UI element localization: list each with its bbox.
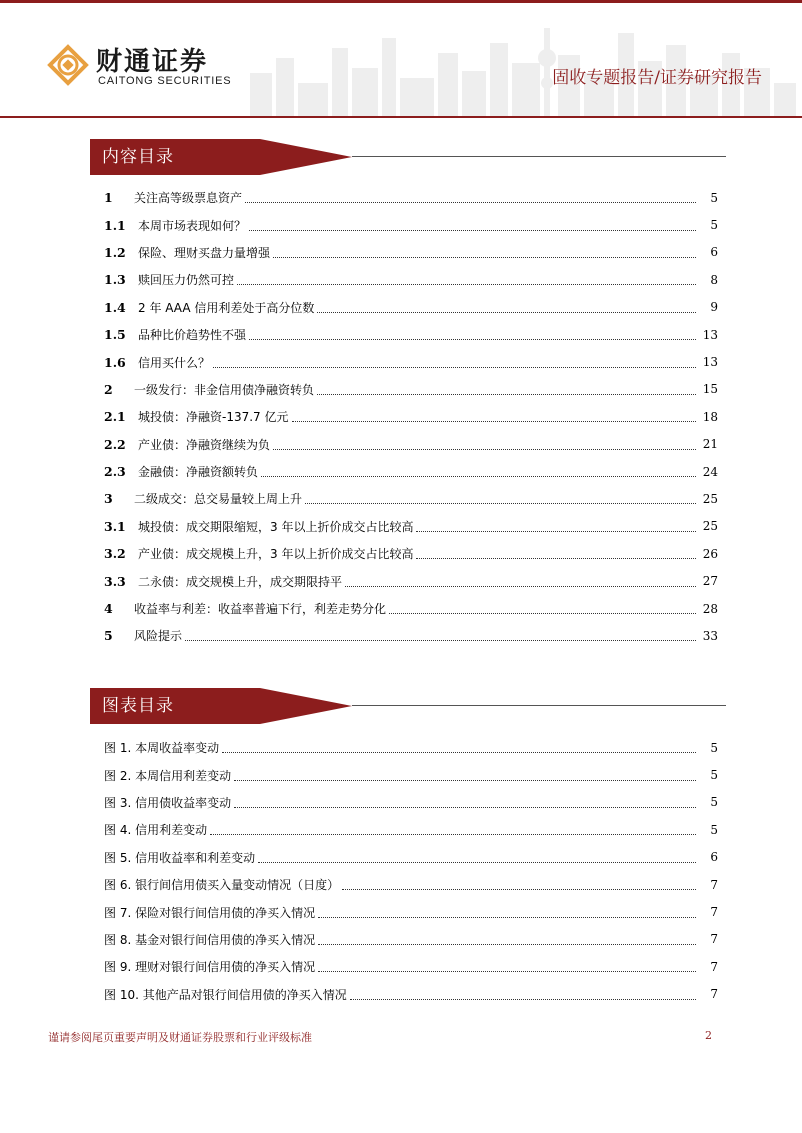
- toc-entry-title[interactable]: 二级成交：总交易量较上周上升: [134, 492, 303, 507]
- toc-entry-title[interactable]: 风险提示: [134, 629, 183, 644]
- toc-leader-dots: [416, 531, 696, 532]
- toc-entry[interactable]: [104, 458, 718, 485]
- figure-index-heading-label: 图表目录: [90, 688, 260, 724]
- figure-index-entry[interactable]: [104, 761, 718, 788]
- brand-name-en: CAITONG SECURITIES: [98, 75, 232, 87]
- toc-entry-number: 1.6: [104, 354, 126, 370]
- toc-entry-page[interactable]: 21: [702, 437, 718, 452]
- toc-entry-page[interactable]: 27: [702, 574, 718, 589]
- toc-entry[interactable]: [104, 595, 718, 622]
- figure-index-heading-rule: [352, 705, 726, 706]
- figure-index-title[interactable]: 图 7. 保险对银行间信用债的净买入情况: [104, 905, 316, 920]
- toc-entry-title[interactable]: 金融债：净融资额转负: [138, 465, 259, 480]
- toc-entry-number: 1.2: [104, 244, 126, 260]
- toc-leader-dots: [273, 257, 696, 258]
- toc-entry[interactable]: [104, 348, 718, 375]
- figure-leader-dots: [318, 944, 696, 945]
- toc-heading-label: 内容目录: [90, 139, 260, 175]
- figure-index-page[interactable]: 7: [710, 905, 718, 920]
- toc-entry[interactable]: [104, 266, 718, 293]
- toc-entry-number: 1.1: [104, 217, 126, 233]
- figure-index-title[interactable]: 图 2. 本周信用利差变动: [104, 768, 232, 783]
- figure-index-page[interactable]: 7: [710, 877, 718, 892]
- toc-leader-dots: [273, 449, 696, 450]
- toc-entry-title[interactable]: 城投债：成交期限缩短，3 年以上折价成交占比较高: [138, 519, 414, 534]
- figure-leader-dots: [234, 807, 696, 808]
- footer-disclaimer: 谨请参阅尾页重要声明及财通证券股票和行业评级标准: [48, 1031, 312, 1044]
- figure-index-entry[interactable]: [104, 898, 718, 925]
- toc-entry-number: 2: [104, 381, 113, 397]
- figure-index-page[interactable]: 5: [710, 768, 718, 783]
- figure-index-page[interactable]: 7: [710, 987, 718, 1002]
- figure-index-entry[interactable]: [104, 926, 718, 953]
- toc-entry[interactable]: [104, 622, 718, 649]
- toc-leader-dots: [261, 476, 696, 477]
- figure-leader-dots: [210, 834, 696, 835]
- toc-entry-page[interactable]: 26: [702, 546, 718, 561]
- toc-entry-page[interactable]: 5: [710, 190, 718, 205]
- toc-leader-dots: [249, 339, 696, 340]
- toc-entry[interactable]: [104, 321, 718, 348]
- toc-entry-page[interactable]: 5: [710, 218, 718, 233]
- toc-entry-page[interactable]: 25: [702, 519, 718, 534]
- toc-entry[interactable]: [104, 431, 718, 458]
- toc-entry[interactable]: [104, 513, 718, 540]
- toc-leader-dots: [245, 202, 696, 203]
- toc-entry-title[interactable]: 收益率与利差：收益率普遍下行，利差走势分化: [134, 602, 387, 617]
- toc-entry[interactable]: [104, 403, 718, 430]
- toc-entry-title[interactable]: 一级发行：非金信用债净融资转负: [134, 382, 315, 397]
- toc-entry-title[interactable]: 产业债：成交规模上升，3 年以上折价成交占比较高: [138, 547, 414, 562]
- toc-entry[interactable]: [104, 184, 718, 211]
- toc-entry-page[interactable]: 15: [702, 382, 718, 397]
- toc-leader-dots: [345, 586, 696, 587]
- toc-entry-number: 1.4: [104, 299, 126, 315]
- figure-index-title[interactable]: 图 8. 基金对银行间信用债的净买入情况: [104, 932, 316, 947]
- toc-entry[interactable]: [104, 294, 718, 321]
- toc-entry-title[interactable]: 信用买什么？: [138, 355, 211, 370]
- toc-entry[interactable]: [104, 211, 718, 238]
- figure-index-title[interactable]: 图 9. 理财对银行间信用债的净买入情况: [104, 960, 316, 975]
- toc-entry-number: 1: [104, 190, 113, 206]
- figure-index-heading: [90, 688, 726, 724]
- figure-leader-dots: [258, 862, 696, 863]
- toc-entry-title[interactable]: 关注高等级票息资产: [134, 191, 243, 206]
- toc-leader-dots: [305, 503, 696, 504]
- toc-entry-page[interactable]: 25: [702, 491, 718, 506]
- toc-entry-page[interactable]: 13: [702, 327, 718, 342]
- figure-index-entry[interactable]: [104, 953, 718, 980]
- toc-entry-number: 2.3: [104, 464, 126, 480]
- toc-entry-page[interactable]: 13: [702, 355, 718, 370]
- toc-entry-title[interactable]: 品种比价趋势性不强: [138, 328, 247, 343]
- toc-entry-title[interactable]: 保险、理财买盘力量增强: [138, 245, 271, 260]
- figure-index-entry[interactable]: [104, 816, 718, 843]
- toc-leader-dots: [416, 558, 696, 559]
- toc-entry-title[interactable]: 城投债：净融资-137.7 亿元: [138, 410, 289, 425]
- figure-index-list: [104, 734, 718, 1008]
- toc-entry-number: 1.3: [104, 272, 126, 288]
- toc-entry[interactable]: [104, 239, 718, 266]
- toc-leader-dots: [185, 640, 696, 641]
- toc-entry-page[interactable]: 18: [702, 409, 718, 424]
- toc-entry-number: 3.2: [104, 546, 126, 562]
- toc-entry-title[interactable]: 产业债：净融资继续为负: [138, 437, 271, 452]
- figure-index-entry[interactable]: [104, 871, 718, 898]
- toc-entry-page[interactable]: 8: [710, 272, 718, 287]
- figure-leader-dots: [222, 752, 696, 753]
- figure-index-page[interactable]: 7: [710, 959, 718, 974]
- toc-entry-number: 4: [104, 601, 113, 617]
- toc-list: [104, 184, 718, 650]
- figure-index-title[interactable]: 图 3. 信用债收益率变动: [104, 795, 232, 810]
- toc-leader-dots: [213, 367, 696, 368]
- figure-leader-dots: [350, 999, 696, 1000]
- toc-entry[interactable]: [104, 485, 718, 512]
- toc-entry-number: 3.3: [104, 573, 126, 589]
- figure-index-page[interactable]: 6: [710, 850, 718, 865]
- toc-entry-title[interactable]: 赎回压力仍然可控: [138, 273, 235, 288]
- figure-index-page[interactable]: 7: [710, 932, 718, 947]
- figure-index-title[interactable]: 图 1. 本周收益率变动: [104, 741, 220, 756]
- figure-index-entry[interactable]: [104, 981, 718, 1008]
- figure-leader-dots: [318, 971, 696, 972]
- toc-entry-page[interactable]: 33: [702, 628, 718, 643]
- figure-index-title[interactable]: 图 4. 信用利差变动: [104, 823, 208, 838]
- toc-entry-title[interactable]: 2 年 AAA 信用利差处于高分位数: [138, 300, 315, 315]
- toc-entry-number: 3: [104, 491, 113, 507]
- caitong-logo-icon: [46, 43, 90, 87]
- toc-entry-number: 1.5: [104, 327, 126, 343]
- figure-leader-dots: [342, 889, 696, 890]
- toc-leader-dots: [317, 394, 696, 395]
- toc-entry[interactable]: [104, 540, 718, 567]
- toc-entry[interactable]: [104, 567, 718, 594]
- toc-entry-page[interactable]: 9: [710, 300, 718, 315]
- toc-heading-arrow: [260, 139, 352, 175]
- figure-index-entry[interactable]: [104, 789, 718, 816]
- toc-entry-number: 2.2: [104, 436, 126, 452]
- figure-index-page[interactable]: 5: [710, 822, 718, 837]
- toc-entry-page[interactable]: 6: [710, 245, 718, 260]
- brand-name-cn: 财通证券: [96, 47, 209, 77]
- toc-entry-page[interactable]: 28: [702, 601, 718, 616]
- figure-index-entry[interactable]: [104, 844, 718, 871]
- figure-index-title[interactable]: 图 10. 其他产品对银行间信用债的净买入情况: [104, 987, 347, 1002]
- toc-leader-dots: [249, 230, 696, 231]
- toc-entry-title[interactable]: 二永债：成交规模上升，成交期限持平: [138, 574, 343, 589]
- figure-index-title[interactable]: 图 5. 信用收益率和利差变动: [104, 850, 256, 865]
- figure-index-page[interactable]: 5: [710, 740, 718, 755]
- toc-entry-number: 2.1: [104, 409, 126, 425]
- page-header: [0, 3, 802, 118]
- figure-leader-dots: [318, 917, 696, 918]
- toc-heading: [90, 139, 726, 175]
- toc-entry-page[interactable]: 24: [702, 464, 718, 479]
- toc-entry-number: 3.1: [104, 518, 126, 534]
- figure-index-title[interactable]: 图 6. 银行间信用债买入量变动情况（日度）: [104, 878, 340, 893]
- toc-entry-number: 5: [104, 628, 113, 644]
- toc-leader-dots: [389, 613, 696, 614]
- figure-index-entry[interactable]: [104, 734, 718, 761]
- footer-page-number: 2: [705, 1029, 712, 1042]
- toc-entry-title[interactable]: 本周市场表现如何？: [138, 218, 247, 233]
- figure-leader-dots: [234, 780, 696, 781]
- report-type: 固收专题报告/证券研究报告: [552, 68, 762, 88]
- toc-leader-dots: [292, 421, 697, 422]
- figure-index-page[interactable]: 5: [710, 795, 718, 810]
- header-rule: [0, 116, 802, 118]
- figure-index-heading-arrow: [260, 688, 352, 724]
- toc-heading-rule: [352, 156, 726, 157]
- toc-entry[interactable]: [104, 376, 718, 403]
- toc-leader-dots: [317, 312, 696, 313]
- toc-leader-dots: [237, 284, 696, 285]
